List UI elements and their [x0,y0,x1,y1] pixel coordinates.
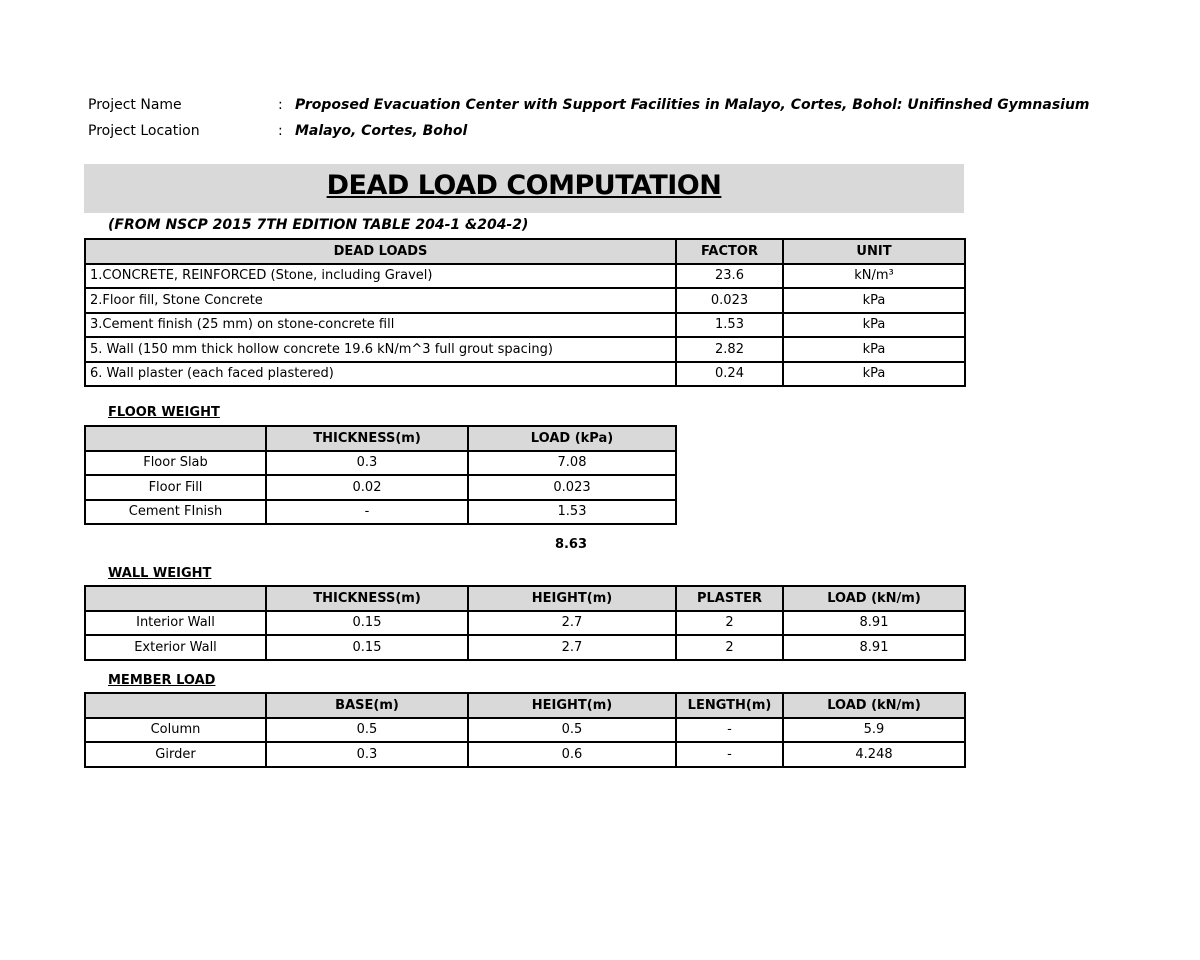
load-factor: 23.6 [676,264,783,289]
member-load-title: MEMBER LOAD [108,673,216,688]
wall-weight-title: WALL WEIGHT [108,566,212,581]
row-label: Column [85,718,266,743]
table-row [85,337,965,362]
load-description: 5. Wall (150 mm thick hollow concrete 19.6 kN/m^3 full grout spacing) [85,337,676,362]
thickness-cell: 0.15 [266,635,468,660]
thickness-cell: - [266,500,468,525]
load-description: 6. Wall plaster (each faced plastered) [85,362,676,387]
column-header: THICKNESS(m) [266,586,468,611]
column-header: LENGTH(m) [676,693,783,718]
dead-loads-table [84,238,966,387]
load-cell: 4.248 [783,742,965,767]
row-label: Exterior Wall [85,635,266,660]
table-header-row [85,693,965,718]
table-row [85,451,676,476]
height-cell: 0.6 [468,742,676,767]
project-location-value: Malayo, Cortes, Bohol [295,123,468,139]
load-cell: 5.9 [783,718,965,743]
plaster-cell: 2 [676,611,783,636]
column-header: BASE(m) [266,693,468,718]
title-banner [84,164,964,213]
floor-weight-table [84,425,677,525]
table-row [85,313,965,338]
load-factor: 2.82 [676,337,783,362]
column-header: PLASTER [676,586,783,611]
column-header: LOAD (kPa) [468,426,676,451]
height-cell: 2.7 [468,611,676,636]
base-cell: 0.5 [266,718,468,743]
column-header: DEAD LOADS [85,239,676,264]
column-header: HEIGHT(m) [468,693,676,718]
load-description: 1.CONCRETE, REINFORCED (Stone, including Gravel) [85,264,676,289]
thickness-cell: 0.15 [266,611,468,636]
column-header [85,693,266,718]
project-name-value: Proposed Evacuation Center with Support Facilities in Malayo, Cortes, Bohol: Unifinshed Gymnasium [295,97,1090,113]
length-cell: - [676,742,783,767]
project-location-label: Project Location [88,123,200,139]
member-load-table [84,692,966,768]
page-title: DEAD LOAD COMPUTATION [326,170,722,201]
separator: : [278,123,283,139]
table-header-row [85,239,965,264]
table-row [85,718,965,743]
load-unit: kPa [783,288,965,313]
table-header-row [85,426,676,451]
table-row [85,742,965,767]
column-header: LOAD (kN/m) [783,693,965,718]
load-unit: kN/m³ [783,264,965,289]
floor-weight-total: 8.63 [554,537,588,552]
load-factor: 0.24 [676,362,783,387]
floor-weight-title: FLOOR WEIGHT [108,405,220,420]
load-unit: kPa [783,362,965,387]
load-unit: kPa [783,313,965,338]
row-label: Cement FInish [85,500,266,525]
height-cell: 2.7 [468,635,676,660]
table-row [85,635,965,660]
load-cell: 8.91 [783,635,965,660]
load-cell: 0.023 [468,475,676,500]
load-description: 3.Cement finish (25 mm) on stone-concrete fill [85,313,676,338]
load-factor: 0.023 [676,288,783,313]
load-cell: 7.08 [468,451,676,476]
thickness-cell: 0.3 [266,451,468,476]
row-label: Interior Wall [85,611,266,636]
table-row [85,362,965,387]
base-cell: 0.3 [266,742,468,767]
project-name-label: Project Name [88,97,182,113]
column-header: LOAD (kN/m) [783,586,965,611]
table-row [85,264,965,289]
row-label: Girder [85,742,266,767]
load-cell: 1.53 [468,500,676,525]
column-header: THICKNESS(m) [266,426,468,451]
column-header: FACTOR [676,239,783,264]
wall-weight-table [84,585,966,661]
table-row [85,611,965,636]
column-header: HEIGHT(m) [468,586,676,611]
row-label: Floor Fill [85,475,266,500]
column-header [85,586,266,611]
thickness-cell: 0.02 [266,475,468,500]
table-header-row [85,586,965,611]
load-cell: 8.91 [783,611,965,636]
row-label: Floor Slab [85,451,266,476]
table-row [85,500,676,525]
column-header [85,426,266,451]
table-row [85,288,965,313]
table-row [85,475,676,500]
length-cell: - [676,718,783,743]
load-description: 2.Floor fill, Stone Concrete [85,288,676,313]
column-header: UNIT [783,239,965,264]
plaster-cell: 2 [676,635,783,660]
separator: : [278,97,283,113]
load-unit: kPa [783,337,965,362]
load-factor: 1.53 [676,313,783,338]
height-cell: 0.5 [468,718,676,743]
reference-note: (FROM NSCP 2015 7TH EDITION TABLE 204-1 &204-2) [108,217,529,233]
